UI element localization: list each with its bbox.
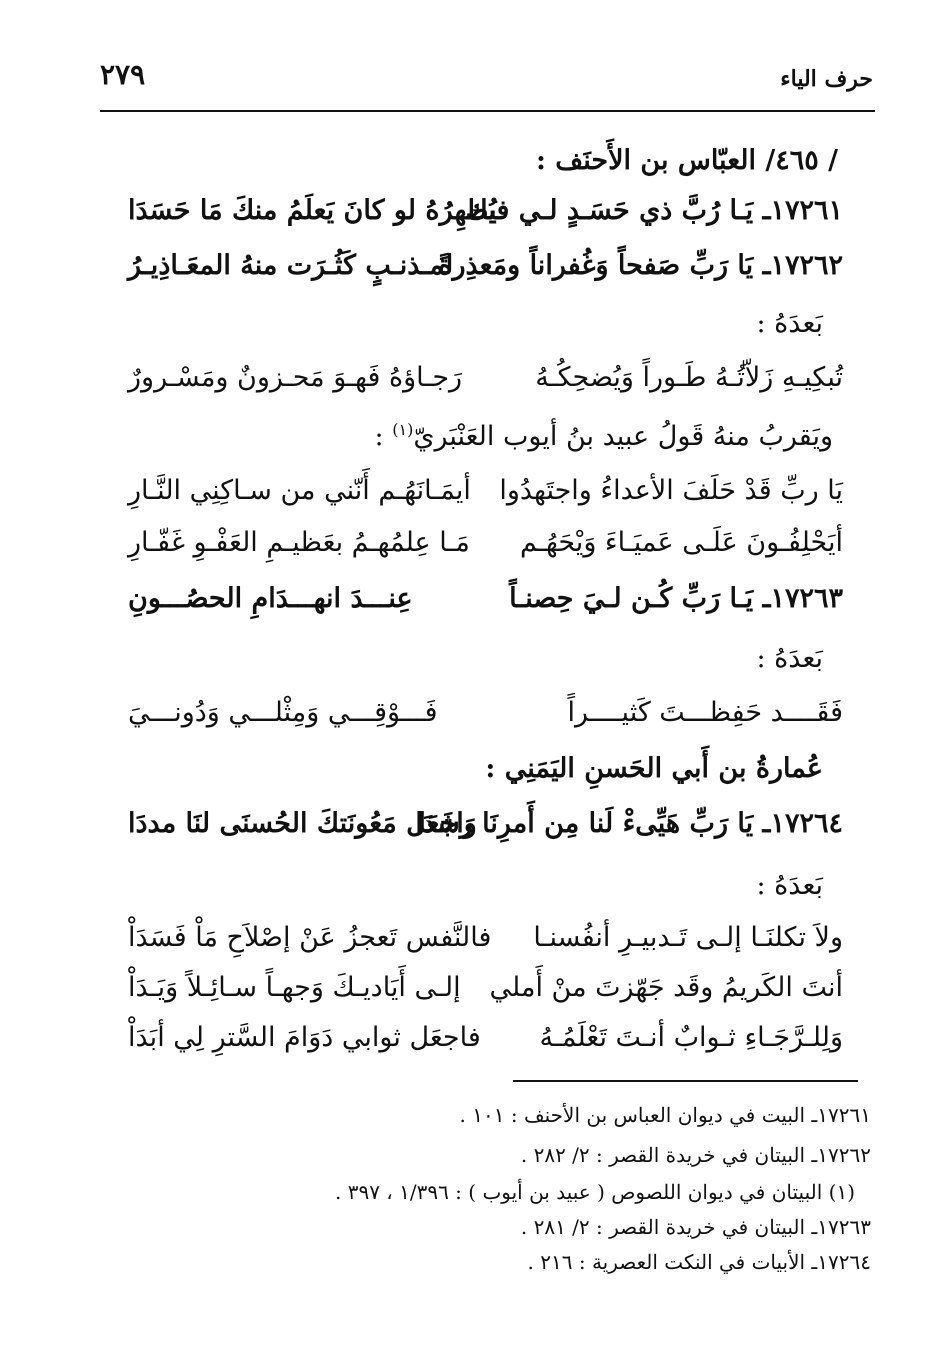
verse-left-hemistich: وَاجعَل مَعُونَتكَ الحُسنَى لنَا مددَا (128, 808, 477, 839)
footnote: ١٧٢٦٤ـ الأبيات في النكت العصرية : ٢١٦ . (527, 1250, 871, 1274)
footnote: (١) البيتان في ديوان اللصوص ( عبيد بن أيوب ) : ١/٣٩٦ ، ٣٩٧ . (334, 1180, 855, 1204)
prose-line (375, 420, 833, 452)
verse-left-hemistich: لمـذنـبٍ كَثُـرَت منهُ المعَـاذِيـرُ (128, 250, 454, 281)
after-label: بَعدَهُ : (756, 308, 823, 339)
verse-left-hemistich: فَـــوْقِـــي وَمِثْلـــي وَدُونـــيَ (128, 697, 438, 728)
prose-tail: : (374, 421, 393, 452)
after-label: بَعدَهُ : (756, 870, 823, 901)
verse-left-hemistich: رَجـاؤهُ فَهـوَ مَحـزونٌ ومَسْـرورٌ (128, 362, 463, 393)
verse-right-hemistich: ولاَ تكلنَـا إلـى تَـدبيـرِ أنفُسنـا (533, 922, 843, 953)
verse-right-hemistich: وَلِلـرَّجَـاءِ ثـوابٌ أنـتَ تَعْلَمُـهُ (539, 1022, 843, 1053)
footnote: ١٧٢٦١ـ البيت في ديوان العباس بن الأحنف : ١٠١ . (459, 1103, 871, 1127)
verse-right-hemistich: فَقَــــد حَفِظـــتَ كَثيــــراً (567, 697, 843, 728)
verse-left-hemistich: فالنَّفس تَعجزُ عَنْ إصْلاَحِ مَاْ فَسَدَاْ (128, 922, 492, 953)
verse-left-hemistich: فاجعَل ثوابي دَوَامَ السَّترِ لِي أبَدَاْ (128, 1022, 481, 1053)
verse-right-hemistich: ١٧٢٦٤ـ يَا رَبِّ هَيِّىءْ لَنا مِن أَمرِنَا رشَدَا (415, 808, 843, 839)
footnote-rule (513, 1080, 858, 1082)
verse-right-hemistich: تُبكِيـهِ زَلاّتُـهُ طَـوراً وَيُضحِكُـهُ (535, 362, 843, 393)
verse-right-hemistich: أنتَ الكَريمُ وقَد جَهّزتَ منْ أَملي (489, 972, 843, 1003)
verse-right-hemistich: ١٧٢٦٢ـ يَا رَبِّ صَفحاً وَغُفراناً ومَعذِرةً (438, 250, 843, 281)
section-title: حرف الياء (780, 66, 873, 92)
footnote-mark: (١) (392, 420, 414, 439)
after-label: بَعدَهُ : (756, 643, 823, 674)
prose-text: ويَقربُ منهُ قَولُ عبيد بنُ أيوب العَنْبَريّ (413, 421, 833, 452)
poet-heading: / ٤٦٥/ العبّاس بن الأَحنَف : (535, 145, 838, 176)
page-number: ٢٧٩ (100, 58, 146, 91)
verse-left-hemistich: يُظهِرُهُ لو كانَ يَعلَمُ منكَ مَا حَسَدَا (128, 195, 497, 226)
footnote: ١٧٢٦٢ـ البيتان في خريدة القصر : ٢/ ٢٨٢ . (520, 1143, 871, 1167)
verse-left-hemistich: عِنـــدَ انهـــدَامِ الحصُـــونِ (128, 583, 413, 614)
verse-right-hemistich: ١٧٢٦٣ـ يَـا رَبِّ كُـن لـيَ حِصنـاً (509, 583, 843, 614)
verse-left-hemistich: إلـى أَيَاديـكَ وَجهـاً سـائِـلاً وَيَـدَاْ (128, 972, 461, 1003)
footnote: ١٧٢٦٣ـ البيتان في خريدة القصر : ٢/ ٢٨١ . (520, 1215, 871, 1239)
verse-right-hemistich: يَا ربِّ قَدْ حَلَفَ الأعداءُ واجتَهدُوا (499, 475, 843, 506)
verse-right-hemistich: أيَحْلِفُـونَ عَلَـى عَميَـاءَ وَيْحَهُـم (520, 527, 843, 558)
verse-left-hemistich: أيمَـانَهُـم أَنّني من سـاكِنِي النَّـارِ (128, 475, 471, 506)
header-rule (100, 110, 875, 112)
verse-left-hemistich: مَـا عِلمُهـمُ بعَظيـمِ العَفْـوِ غَفّـارِ (128, 527, 470, 558)
verse-right-hemistich: ١٧٢٦١ـ يَـا رُبَّ ذي حَسَـدٍ لـي فيك (465, 195, 843, 226)
poet-heading: عُمارةُ بن أَبي الحَسنِ اليَمَنِي : (485, 753, 823, 784)
